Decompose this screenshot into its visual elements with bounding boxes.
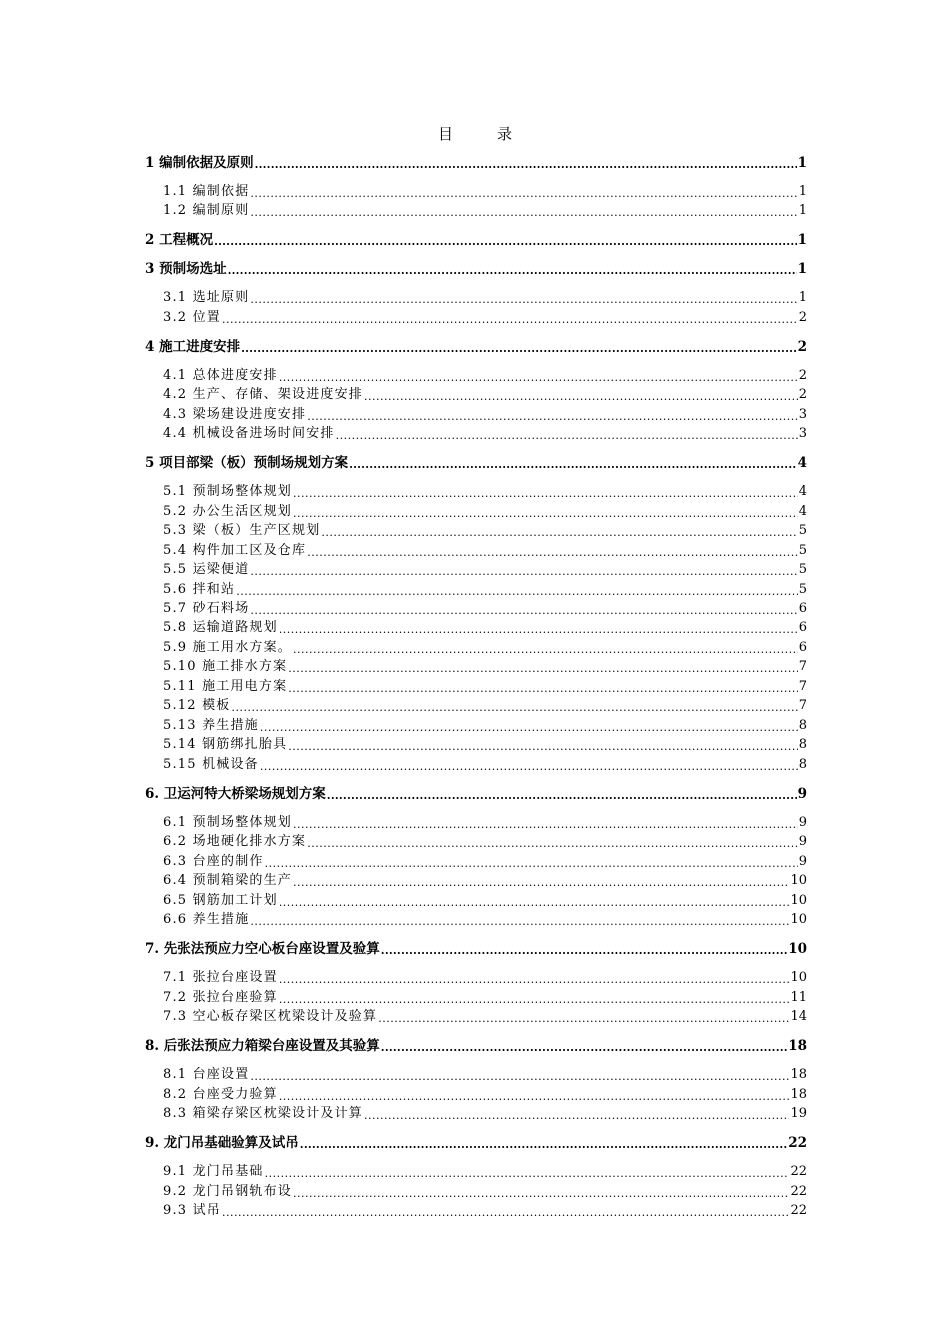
toc-title: 目录: [437, 125, 556, 143]
toc-entry-text: 4.3 梁场建设进度安排: [163, 407, 307, 422]
toc-section-entry[interactable]: [163, 736, 807, 754]
toc-page-number: 2: [797, 339, 807, 355]
toc-page-number: 4: [798, 504, 807, 519]
toc-section-entry[interactable]: [163, 503, 807, 521]
toc-page-number: 10: [790, 893, 807, 908]
toc-section-entry[interactable]: [163, 522, 807, 540]
toc-entry-text: 9.3 试吊: [163, 1203, 222, 1218]
toc-page-number: 5: [798, 523, 807, 538]
toc-entry-text: 6.2 场地硬化排水方案: [163, 834, 307, 849]
toc-page-number: 22: [790, 1203, 807, 1218]
toc-entry-text: 4 施工进度安排: [145, 339, 241, 355]
toc-dot-leader: [279, 619, 798, 637]
toc-page-number: 1: [797, 155, 807, 171]
toc-dot-leader: [250, 183, 797, 201]
toc-chapter-entry[interactable]: [145, 1134, 807, 1152]
toc-section-entry[interactable]: [163, 639, 807, 657]
toc-entry-text: 2 工程概况: [145, 232, 214, 248]
toc-section-entry[interactable]: [163, 697, 807, 715]
toc-dot-leader: [364, 386, 798, 404]
toc-entry-text: 1.1 编制依据: [163, 184, 250, 199]
toc-section-entry[interactable]: [163, 561, 807, 579]
toc-page-number: 18: [788, 1038, 807, 1054]
toc-section-entry[interactable]: [163, 309, 807, 327]
toc-entry-text: 1.2 编制原则: [163, 203, 250, 218]
toc-section-entry[interactable]: [163, 833, 807, 851]
toc-page-number: 18: [790, 1067, 807, 1082]
toc-dot-leader: [381, 1037, 787, 1055]
toc-dot-leader: [265, 1163, 790, 1181]
toc-page-number: 10: [788, 941, 807, 957]
toc-dot-leader: [293, 483, 798, 501]
toc-section-entry[interactable]: [163, 542, 807, 560]
toc-dot-leader: [307, 542, 798, 560]
toc-dot-leader: [378, 1008, 789, 1026]
toc-entry-text: 5.5 运梁便道: [163, 562, 250, 577]
toc-dot-leader: [293, 639, 798, 657]
toc-section-entry[interactable]: [163, 1066, 807, 1084]
toc-dot-leader: [214, 231, 797, 249]
toc-dot-leader: [260, 717, 798, 735]
toc-entry-text: 5.6 拌和站: [163, 582, 236, 597]
toc-page-number: 18: [790, 1087, 807, 1102]
toc-dot-leader: [265, 853, 798, 871]
toc-dot-leader: [300, 1134, 787, 1152]
toc-page-number: 3: [798, 426, 807, 441]
toc-page-number: 4: [797, 455, 807, 471]
toc-section-entry[interactable]: [163, 911, 807, 929]
toc-dot-leader: [228, 260, 797, 278]
toc-section-entry[interactable]: [163, 853, 807, 871]
toc-dot-leader: [250, 289, 797, 307]
toc-page-number: 6: [798, 620, 807, 635]
toc-dot-leader: [293, 872, 789, 890]
toc-section-entry[interactable]: [163, 425, 807, 443]
toc-dot-leader: [364, 1105, 789, 1123]
toc-section-entry[interactable]: [163, 183, 807, 201]
toc-page-number: 10: [790, 912, 807, 927]
toc-section-entry[interactable]: [163, 483, 807, 501]
toc-dot-leader: [250, 1066, 789, 1084]
toc-dot-leader: [293, 503, 798, 521]
toc-entry-text: 5.11 施工用电方案: [163, 679, 288, 694]
toc-entry-text: 5.4 构件加工区及仓库: [163, 543, 307, 558]
toc-dot-leader: [279, 367, 798, 385]
toc-entry-text: 5.7 砂石料场: [163, 601, 250, 616]
toc-section-entry[interactable]: [163, 289, 807, 307]
toc-section-entry[interactable]: [163, 678, 807, 696]
toc-dot-leader: [321, 522, 797, 540]
toc-entry-text: 1 编制依据及原则: [145, 155, 254, 171]
toc-entry-text: 6.1 预制场整体规划: [163, 815, 293, 830]
toc-section-entry[interactable]: [163, 1105, 807, 1123]
toc-dot-leader: [307, 406, 798, 424]
toc-page-number: 7: [798, 698, 807, 713]
toc-section-entry[interactable]: [163, 1202, 807, 1220]
toc-page-number: 3: [798, 407, 807, 422]
toc-entry-text: 5.1 预制场整体规划: [163, 484, 293, 499]
toc-page-number: 22: [788, 1135, 807, 1151]
toc-entry-text: 3 预制场选址: [145, 261, 227, 277]
toc-dot-leader: [260, 756, 798, 774]
toc-chapter-entry[interactable]: [145, 338, 807, 356]
toc-dot-leader: [349, 454, 797, 472]
toc-section-entry[interactable]: [163, 969, 807, 987]
toc-chapter-entry[interactable]: [145, 260, 807, 278]
toc-entry-text: 7.2 张拉台座验算: [163, 990, 278, 1005]
toc-page-number: 8: [798, 757, 807, 772]
toc-dot-leader: [288, 678, 797, 696]
toc-page-number: 9: [798, 854, 807, 869]
toc-entry-text: 6.4 预制箱梁的生产: [163, 873, 293, 888]
toc-section-entry[interactable]: [163, 892, 807, 910]
toc-entry-text: 8.2 台座受力验算: [163, 1087, 278, 1102]
toc-section-entry[interactable]: [163, 386, 807, 404]
toc-dot-leader: [381, 940, 787, 958]
toc-dot-leader: [255, 154, 797, 172]
toc-entry-text: 8.1 台座设置: [163, 1067, 250, 1082]
toc-entry-text: 5.3 梁（板）生产区规划: [163, 523, 321, 538]
toc-entry-text: 7.1 张拉台座设置: [163, 970, 278, 985]
toc-section-entry[interactable]: [163, 814, 807, 832]
toc-page-number: 10: [790, 873, 807, 888]
toc-chapter-entry[interactable]: [145, 1037, 807, 1055]
toc-dot-leader: [236, 581, 798, 599]
toc-section-entry[interactable]: [163, 989, 807, 1007]
toc-page-number: 2: [798, 310, 807, 325]
toc-section-entry[interactable]: [163, 658, 807, 676]
toc-section-entry[interactable]: [163, 756, 807, 774]
toc-dot-leader: [279, 989, 790, 1007]
toc-chapter-entry[interactable]: [145, 785, 807, 803]
toc-entry-text: 7. 先张法预应力空心板台座设置及验算: [145, 941, 380, 957]
toc-dot-leader: [279, 892, 790, 910]
toc-entry-text: 9. 龙门吊基础验算及试吊: [145, 1135, 299, 1151]
toc-entry-text: 4.1 总体进度安排: [163, 368, 278, 383]
toc-entry-text: 4.4 机械设备进场时间安排: [163, 426, 335, 441]
toc-dot-leader: [288, 736, 797, 754]
toc-page-number: 9: [797, 786, 807, 802]
toc-page-number: 19: [790, 1106, 807, 1121]
toc-page-number: 8: [798, 718, 807, 733]
toc-page-number: 6: [798, 640, 807, 655]
toc-page-number: 22: [790, 1184, 807, 1199]
toc-dot-leader: [250, 911, 789, 929]
toc-entry-text: 5.2 办公生活区规划: [163, 504, 293, 519]
toc-page-number: 1: [798, 203, 807, 218]
toc-entry-text: 5.15 机械设备: [163, 757, 259, 772]
toc-page-number: 1: [798, 290, 807, 305]
toc-page-number: 8: [798, 737, 807, 752]
toc-dot-leader: [336, 425, 798, 443]
toc-section-entry[interactable]: [163, 1163, 807, 1181]
toc-dot-leader: [250, 202, 797, 220]
toc-section-entry[interactable]: [163, 581, 807, 599]
toc-page-number: 5: [798, 582, 807, 597]
toc-entry-text: 5 项目部梁（板）预制场规划方案: [145, 455, 349, 471]
toc-entry-text: 5.8 运输道路规划: [163, 620, 278, 635]
toc-chapter-entry[interactable]: [145, 231, 807, 249]
toc-dot-leader: [293, 814, 798, 832]
toc-page-number: 14: [790, 1009, 807, 1024]
toc-page-number: 22: [790, 1164, 807, 1179]
toc-page-number: 7: [798, 659, 807, 674]
toc-section-entry[interactable]: [163, 202, 807, 220]
toc-entry-text: 3.2 位置: [163, 310, 222, 325]
toc-page-number: 7: [798, 679, 807, 694]
toc-page-number: 2: [798, 368, 807, 383]
toc-chapter-entry[interactable]: [145, 154, 807, 172]
toc-section-entry[interactable]: [163, 1008, 807, 1026]
toc-entry-text: 4.2 生产、存储、架设进度安排: [163, 387, 364, 402]
toc-section-entry[interactable]: [163, 600, 807, 618]
toc-page-number: 2: [798, 387, 807, 402]
toc-page-number: 1: [797, 232, 807, 248]
toc-chapter-entry[interactable]: [145, 454, 807, 472]
toc-dot-leader: [327, 785, 797, 803]
toc-entry-text: 7.3 空心板存梁区枕梁设计及验算: [163, 1009, 378, 1024]
toc-dot-leader: [241, 338, 797, 356]
toc-dot-leader: [222, 1202, 789, 1220]
toc-section-entry[interactable]: [163, 367, 807, 385]
toc-dot-leader: [250, 600, 797, 618]
toc-entry-text: 6. 卫运河特大桥梁场规划方案: [145, 786, 326, 802]
toc-page-number: 5: [798, 562, 807, 577]
toc-chapter-entry[interactable]: [145, 940, 807, 958]
toc-page-number: 6: [798, 601, 807, 616]
toc-dot-leader: [279, 969, 790, 987]
toc-page-number: 9: [798, 834, 807, 849]
toc-dot-leader: [231, 697, 797, 715]
toc-entry-text: 6.5 钢筋加工计划: [163, 893, 278, 908]
toc-dot-leader: [250, 561, 797, 579]
toc-dot-leader: [307, 833, 798, 851]
toc-page-number: 5: [798, 543, 807, 558]
toc-page-number: 1: [797, 261, 807, 277]
toc-section-entry[interactable]: [163, 872, 807, 890]
toc-entry-text: 5.12 模板: [163, 698, 231, 713]
toc-dot-leader: [222, 309, 798, 327]
toc-entry-text: 8.3 箱梁存梁区枕梁设计及计算: [163, 1106, 364, 1121]
toc-page-number: 1: [798, 184, 807, 199]
toc-dot-leader: [288, 658, 797, 676]
toc-page-number: 11: [790, 990, 807, 1005]
toc-dot-leader: [279, 1086, 790, 1104]
toc-page-number: 4: [798, 484, 807, 499]
toc-section-entry[interactable]: [163, 619, 807, 637]
toc-section-entry[interactable]: [163, 1086, 807, 1104]
toc-entry-text: 3.1 选址原则: [163, 290, 250, 305]
toc-section-entry[interactable]: [163, 1183, 807, 1201]
toc-section-entry[interactable]: [163, 717, 807, 735]
toc-entry-text: 9.2 龙门吊钢轨布设: [163, 1184, 293, 1199]
toc-entry-text: 5.14 钢筋绑扎胎具: [163, 737, 288, 752]
toc-entry-text: 5.13 养生措施: [163, 718, 259, 733]
toc-page-number: 9: [798, 815, 807, 830]
toc-entry-text: 9.1 龙门吊基础: [163, 1164, 264, 1179]
toc-section-entry[interactable]: [163, 406, 807, 424]
toc-entry-text: 5.10 施工排水方案: [163, 659, 288, 674]
toc-entry-text: 8. 后张法预应力箱梁台座设置及其验算: [145, 1038, 380, 1054]
toc-entry-text: 6.6 养生措施: [163, 912, 250, 927]
toc-dot-leader: [293, 1183, 789, 1201]
toc-page-number: 10: [790, 970, 807, 985]
toc-entry-text: 5.9 施工用水方案。: [163, 640, 293, 655]
toc-entry-text: 6.3 台座的制作: [163, 854, 264, 869]
